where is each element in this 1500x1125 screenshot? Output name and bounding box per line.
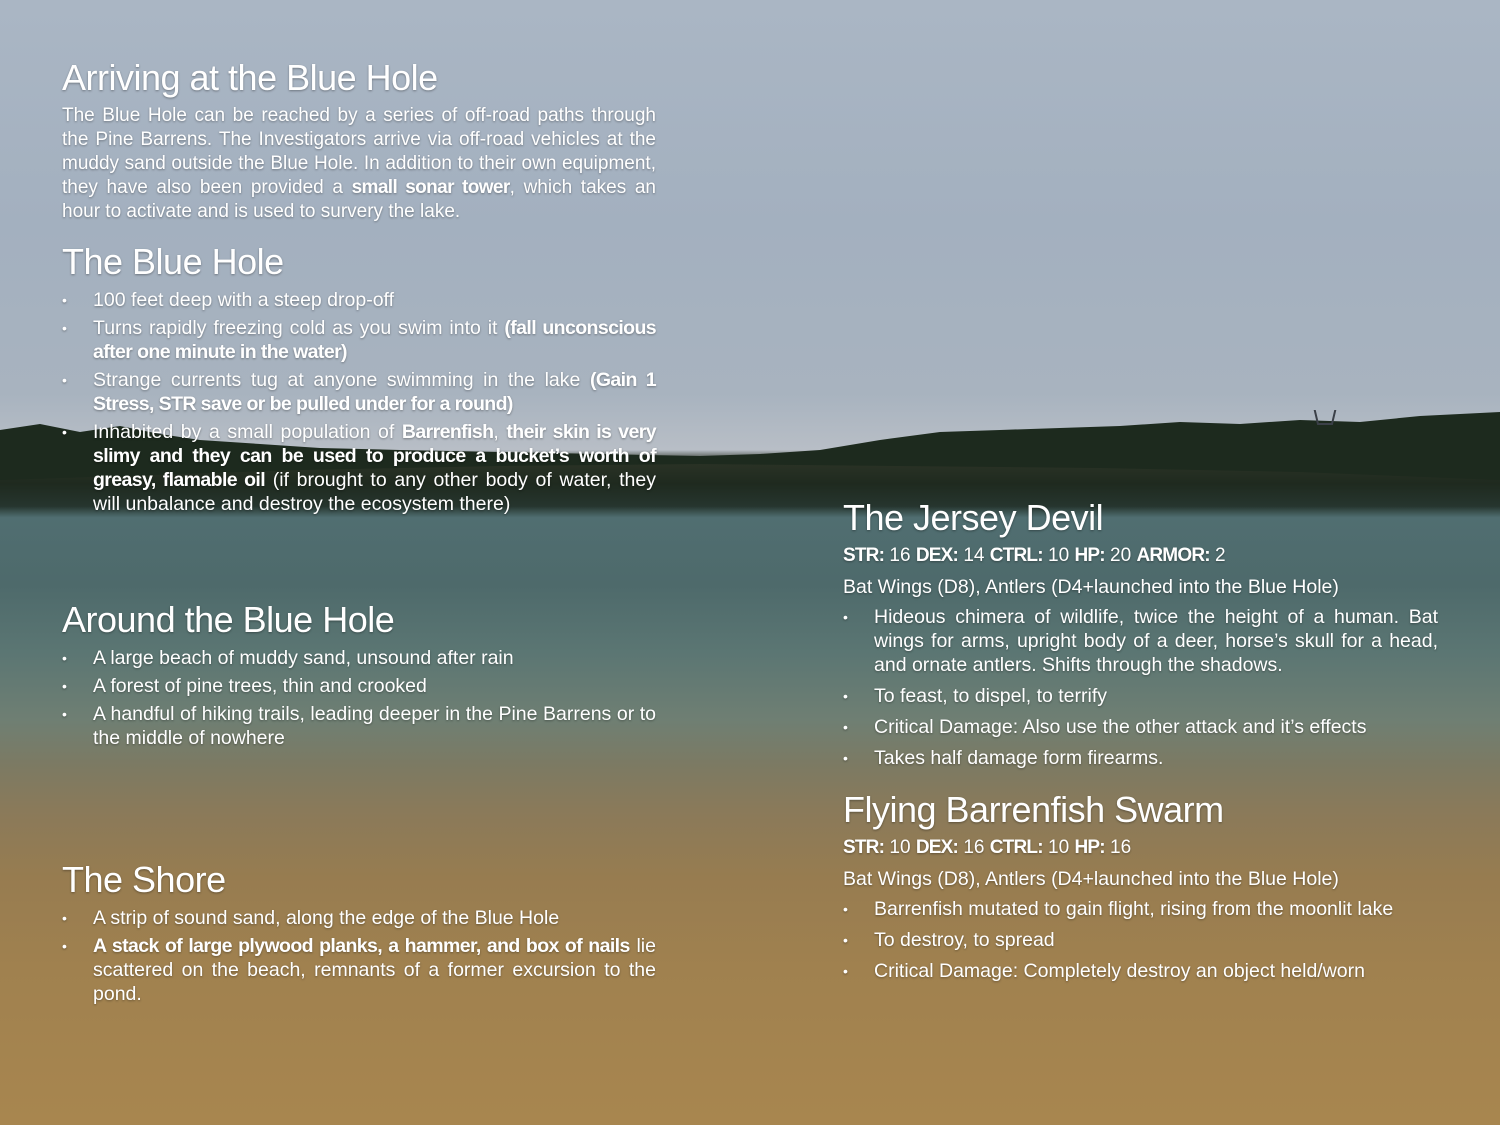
jersey-devil-title: The Jersey Devil — [843, 497, 1104, 538]
list-item: • Critical Damage: Also use the other attack and it’s effects — [843, 715, 1438, 739]
arriving-section — [62, 58, 656, 224]
blue-hole-section — [62, 242, 656, 520]
jersey-devil-attacks: Bat Wings (D8), Antlers (D4+launched into the Blue Hole) — [843, 576, 1339, 598]
swarm-list — [843, 897, 1438, 983]
jersey-devil-stats: STR: 16 DEX: 14 CTRL: 10 HP: 20 ARMOR: 2 — [843, 545, 1226, 566]
list-item: • A strip of sound sand, along the edge of the Blue Hole — [62, 906, 656, 930]
list-item: • Barrenfish mutated to gain flight, rising from the moonlit lake — [843, 897, 1438, 921]
around-section — [62, 600, 656, 754]
list-item: • Critical Damage: Completely destroy an object held/worn — [843, 959, 1438, 983]
arriving-title: Arriving at the Blue Hole — [62, 57, 438, 98]
blue-hole-title: The Blue Hole — [62, 241, 284, 282]
shore-list — [62, 906, 656, 1006]
jersey-devil-list — [843, 605, 1438, 770]
shore-section — [62, 860, 656, 1010]
list-item: • Turns rapidly freezing cold as you swim into it (fall unconscious after one minute in the water) — [62, 316, 656, 364]
list-item: • To feast, to dispel, to terrify — [843, 684, 1438, 708]
list-item: • Inhabited by a small population of Barrenfish, their skin is very slimy and they can be used to produce a bucket’s worth of greasy, flamable oil (if brought to any other body of water, they will unbalance and destroy the ecosystem there) — [62, 420, 656, 516]
list-item: • To destroy, to spread — [843, 928, 1438, 952]
list-item: • 100 feet deep with a steep drop-off — [62, 288, 656, 312]
shore-title: The Shore — [62, 859, 226, 900]
swarm-title: Flying Barrenfish Swarm — [843, 789, 1224, 830]
list-item: • Hideous chimera of wildlife, twice the height of a human. Bat wings for arms, upright body of a deer, horse’s skull for a head, and ornate antlers. Shifts through the shadows. — [843, 605, 1438, 677]
list-item: • Takes half damage form firearms. — [843, 746, 1438, 770]
list-item: • A stack of large plywood planks, a hammer, and box of nails lie scattered on the beach, remnants of a former excursion to the pond. — [62, 934, 656, 1006]
list-item: • A handful of hiking trails, leading deeper in the Pine Barrens or to the middle of nowhere — [62, 702, 656, 750]
blue-hole-list — [62, 288, 656, 516]
around-list — [62, 646, 656, 750]
list-item: • A large beach of muddy sand, unsound after rain — [62, 646, 656, 670]
around-title: Around the Blue Hole — [62, 599, 395, 640]
list-item: • Strange currents tug at anyone swimming in the lake (Gain 1 Stress, STR save or be pulled under for a round) — [62, 368, 656, 416]
swarm-statblock — [843, 790, 1438, 990]
swarm-attacks: Bat Wings (D8), Antlers (D4+launched into the Blue Hole) — [843, 868, 1339, 890]
arriving-paragraph: The Blue Hole can be reached by a series of off-road paths through the Pine Barrens. The Investigators arrive via off-road vehicles at the muddy sand outside the Blue Hole. In addition to their own equipment, they have also been provided a small sonar tower, which takes an hour to activate and is used to survery the lake. — [62, 105, 656, 222]
list-item: • A forest of pine trees, thin and crooked — [62, 674, 656, 698]
swarm-stats: STR: 10 DEX: 16 CTRL: 10 HP: 16 — [843, 837, 1132, 858]
jersey-devil-statblock — [843, 498, 1438, 777]
